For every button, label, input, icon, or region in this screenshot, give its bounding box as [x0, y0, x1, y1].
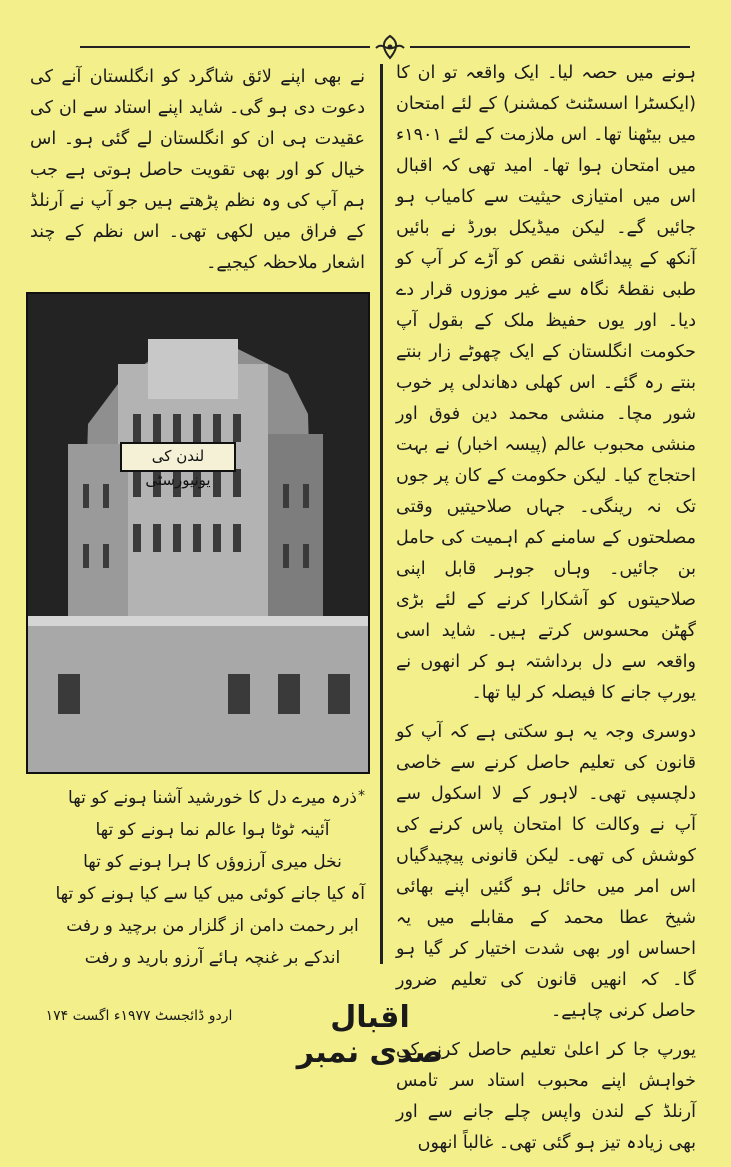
photo-caption: لندن کی یونیورسٹی — [120, 442, 236, 472]
poem-line: اندکے بر غنچہ ہائے آرزو بارید و رفت — [84, 948, 341, 968]
poem-line: ذرہ میرے دل کا خورشید آشنا ہونے کو تھا — [68, 788, 357, 808]
column-divider — [380, 64, 383, 964]
poem-line: آئینہ ٹوٹا ہوا عالم نما ہونے کو تھا — [95, 820, 330, 840]
paragraph: ہونے میں حصہ لیا۔ ایک واقعہ تو ان کا (ایکسٹرا اسسٹنٹ کمشنر) کے لئے امتحان میں بیٹھنا تھا۔ اس ملازمت کے لئے ۱۹۰۱ء میں امتحان ہوا تھا۔ امید تھی کہ اقبال اس میں امتیازی حیثیت سے کامیاب ہو جائیں گے۔ لیکن میڈیکل بورڈ نے بائیں آنکھ کے پیدائشی نقص کو آڑے کر آپ کو طبی نقطۂ نگاہ سے غیر موزوں قرار دے دیا۔ اور یوں حفیظ ملک کے بقول آپ حکومت انگلستان کے ایک چھوٹے زار بنتے بنتے رہ گئے۔ اس کھلی دھاندلی پر خوب شور مچا۔ منشی محمد دین فوق اور منشی محبوب عالم (پیسہ اخبار) نے بہت احتجاج کیا۔ لیکن حکومت کے کان پر جوں تک نہ رینگی۔ جہاں صلاحیتیں وقتی مصلحتوں کے سامنے کم اہمیت کی حامل بن جائیں۔ وہاں جوہر قابل اپنی صلاحیتوں کو آشکارا کرنے کے لئے بڑی گھٹن محسوس کرتے ہیں۔ شاید اسی واقعہ سے دل برداشتہ ہو کر انھوں نے یورپ جانے کا فیصلہ کر لیا تھا۔ — [396, 63, 696, 703]
poem-line: نخل میری آرزوؤں کا ہرا ہونے کو تھا — [83, 852, 342, 872]
poem-line: آہ کیا جانے کوئی میں کیا سے کیا ہونے کو تھا — [55, 884, 365, 904]
top-rule-right — [410, 46, 690, 48]
poem-marker: * — [358, 788, 365, 804]
paragraph: دوسری وجہ یہ ہو سکتی ہے کہ آپ کو قانون کی تعلیم حاصل کرنے سے خاصی دلچسپی تھی۔ لاہور کے لا اسکول سے آپ نے وکالت کا امتحان پاس کرنے کی کوشش کی تھی۔ لیکن قانونی پیچیدگیاں اس امر میں حائل ہو گئیں اپنے بھائی شیخ عطا محمد کے مقابلے میں یہ احساس اور بھی شدت اختیار کر گیا ہو گا۔ کہ انھیں قانون کی تعلیم ضرور حاصل کرنی چاہیے۔ — [396, 722, 696, 1021]
paragraph: یورپ جا کر اعلیٰ تعلیم حاصل کرنے کی خواہش اپنے محبوب استاد سر تامس آرنلڈ کے لندن واپس چلے جانے سے اور بھی زیادہ تیز ہو گئی تھی۔ غالباً انھوں — [396, 1040, 696, 1153]
left-column-intro — [30, 62, 365, 287]
university-photo — [26, 292, 370, 774]
paragraph: نے بھی اپنے لائق شاگرد کو انگلستان آنے کی دعوت دی ہو گی۔ شاید اپنے استاد سے ان کی عقیدت ہی ان کو انگلستان لے گئی ہو۔ اس خیال کو اور بھی تقویت حاصل ہوتی ہے جب ہم آپ کی وہ نظم پڑھتے ہیں جو آپ نے آرنلڈ کے فراق میں لکھی تھی۔ اس نظم کے چند اشعار ملاحظہ کیجیے۔ — [30, 67, 365, 273]
poem-verses — [55, 782, 365, 974]
top-rule-left — [80, 46, 370, 48]
page-reference: اردو ڈائجسٹ ۱۹۷۷ء اگست ۱۷۴ — [45, 1008, 233, 1024]
poem-line: ابر رحمت دامن از گلزار من برچید و رفت — [66, 916, 359, 936]
building-illustration — [28, 294, 368, 772]
issue-title: اقبال صدی نمبر — [296, 1000, 444, 1070]
